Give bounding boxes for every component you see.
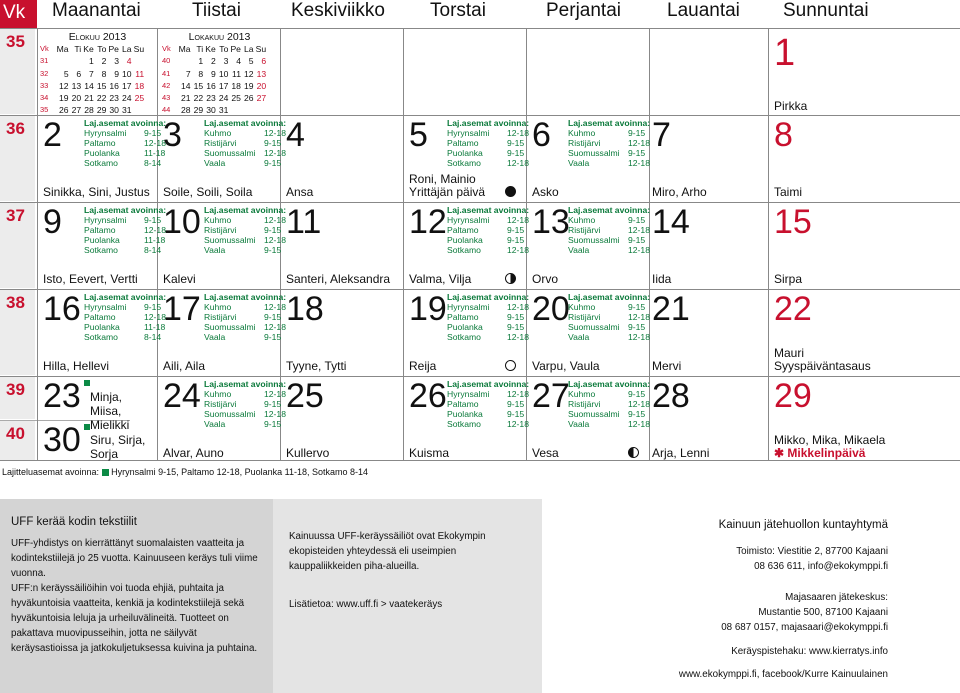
last-quarter-moon-icon [628, 447, 639, 458]
week-number: 37 [0, 202, 35, 288]
nameday: Miro, Arho [652, 185, 707, 199]
day-header-tuesday: Tiistai [192, 0, 241, 21]
route-schedule: Laj.asemat avoinna: Kuhmo 12-18 Ristijärvi 9-15 Suomussalmi 12-18 Vaala 9-15 [204, 379, 287, 430]
contact-panel [542, 499, 960, 693]
route-schedule: Laj.asemat avoinna: Kuhmo 9-15 Ristijärvi 12-18 Suomussalmi 9-15 Vaala 12-18 [568, 379, 651, 430]
nameday: Aili, Aila [163, 359, 206, 373]
nameday: Sirpa [774, 272, 803, 286]
nameday: Kuisma [409, 446, 450, 460]
mini-calendar-title: Lokakuu 2013 [188, 31, 251, 43]
day-number: 9 [43, 203, 62, 241]
route-schedule: Laj.asemat avoinna: Kuhmo 12-18 Ristijärvi 9-15 Suomussalmi 12-18 Vaala 9-15 [204, 292, 287, 343]
special-day: ✱ Mikkelinpäivä [774, 446, 866, 460]
week-number: 39 [0, 376, 35, 419]
route-schedule: Laj.asemat avoinna: Kuhmo 12-18 Ristijärvi 9-15 Suomussalmi 12-18 Vaala 9-15 [204, 118, 287, 169]
day-header-saturday: Lauantai [667, 0, 740, 21]
nameday: Tyyne, Tytti [286, 359, 347, 373]
nameday: Orvo [532, 272, 559, 286]
route-schedule: Laj.asemat avoinna: Hyrynsalmi 9-15 Paltamo 12-18 Puolanka 11-18 Sotkamo 8-14 [84, 118, 167, 169]
day-number: 29 [774, 377, 812, 415]
mini-calendar-grid: Vk Ma Ti Ke To Pe La Su 31 1 2 3 4 32 5 6 7 8 9 10 11 33 12 13 14 15 16 17 18 34 19 20 21 22 23 24 25 35 26 27 28 29 30 31 [40, 44, 145, 116]
nameday: Mikko, Mika, Mikaela [774, 433, 886, 447]
contact-line: Keräyspistehaku: www.kierratys.info [731, 646, 888, 657]
nameday: Alvar, Auno [163, 446, 224, 460]
nameday: Mervi [652, 359, 682, 373]
nameday: Kalevi [163, 272, 196, 286]
route-schedule: Laj.asemat avoinna: Kuhmo 9-15 Ristijärvi 12-18 Suomussalmi 9-15 Vaala 12-18 [568, 292, 651, 343]
route-schedule: Laj.asemat avoinna: Hyrynsalmi 12-18 Paltamo 9-15 Puolanka 9-15 Sotkamo 12-18 [447, 205, 530, 256]
nameday: Taimi [774, 185, 803, 199]
contact-line: Mustantie 500, 87100 Kajaani [758, 607, 888, 618]
nameday: Pirkka [774, 99, 808, 113]
day-number: 14 [652, 203, 690, 241]
nameday: Varpu, Vaula [532, 359, 600, 373]
nameday: Hilla, Hellevi [43, 359, 110, 373]
day-number: 6 [532, 116, 551, 154]
day-number: 5 [409, 116, 428, 154]
nameday: Soile, Soili, Soila [163, 185, 253, 199]
week-number: 38 [0, 289, 35, 375]
day-header-sunday: Sunnuntai [783, 0, 869, 21]
nameday: Asko [532, 185, 559, 199]
new-moon-icon [505, 186, 516, 197]
day-number: 20 [532, 290, 570, 328]
flag-day: Yrittäjän päivä [409, 185, 486, 199]
route-schedule: Laj.asemat avoinna: Kuhmo 12-18 Ristijärvi 9-15 Suomussalmi 12-18 Vaala 9-15 [204, 205, 287, 256]
week-number: 36 [0, 115, 35, 201]
route-schedule: Laj.asemat avoinna: Kuhmo 9-15 Ristijärvi 12-18 Suomussalmi 9-15 Vaala 12-18 [568, 118, 651, 169]
star-icon: ✱ [774, 446, 788, 460]
panel-title: UFF kerää kodin tekstiilit [11, 516, 137, 528]
route-schedule: Laj.asemat avoinna: Hyrynsalmi 12-18 Paltamo 9-15 Puolanka 9-15 Sotkamo 12-18 [447, 379, 530, 430]
route-schedule: Laj.asemat avoinna: Hyrynsalmi 9-15 Paltamo 12-18 Puolanka 11-18 Sotkamo 8-14 [84, 205, 167, 256]
route-marker-icon [102, 469, 109, 476]
day-number: 18 [286, 290, 324, 328]
day-header-thursday: Torstai [430, 0, 486, 21]
day-number: 26 [409, 377, 447, 415]
contact-line: Toimisto: Viestitie 2, 87700 Kajaani [736, 546, 888, 557]
mini-calendar-title: Elokuu 2013 [68, 31, 127, 43]
route-marker-icon [84, 380, 90, 386]
day-number: 24 [163, 377, 201, 415]
nameday: Ansa [286, 185, 314, 199]
week-column-header: Vk [0, 0, 37, 28]
nameday: Kullervo [286, 446, 330, 460]
day-number: 10 [163, 203, 201, 241]
special-day: Syyspäiväntasaus [774, 359, 871, 373]
nameday: Iida [652, 272, 672, 286]
week-number: 35 [0, 28, 35, 114]
nameday: Santeri, Aleksandra [286, 272, 391, 286]
route-marker-icon [84, 424, 90, 430]
uff-info-panel [0, 499, 273, 693]
day-number: 2 [43, 116, 62, 154]
route-schedule: Laj.asemat avoinna: Hyrynsalmi 12-18 Paltamo 9-15 Puolanka 9-15 Sotkamo 12-18 [447, 118, 530, 169]
day-number: 15 [774, 203, 812, 241]
legend: Lajitteluasemat avoinna: Hyrynsalmi 9-15, Paltamo 12-18, Puolanka 11-18, Sotkamo 8-14 [2, 467, 369, 477]
contact-line: 08 687 0157, majasaari@ekokymppi.fi [721, 622, 888, 633]
nameday: Roni, Mainio [409, 172, 476, 186]
day-header-wednesday: Keskiviikko [291, 0, 385, 21]
panel-link-text: Lisätietoa: www.uff.fi > vaatekeräys [289, 599, 443, 610]
panel-paragraph: UFF:n keräyssäiliöihin voi tuoda ehjiä, puhtaita ja hyväkuntoisia vaatteita, kenkiä ja kodintekstiilejä sekä hyväkuntoisia leluja ja urheiluvälineitä. Tuotteet on pakattava muovipusseihin, jotta ne säilyvät keräysastioissa ja jatkokuljetuksessa kuivina ja puhtaina. [11, 583, 258, 654]
day-header-monday: Maanantai [52, 0, 141, 21]
day-number: 3 [163, 116, 182, 154]
day-number: 21 [652, 290, 690, 328]
nameday: Reija [409, 359, 437, 373]
mini-calendar-october [162, 31, 277, 117]
full-moon-icon [505, 360, 516, 371]
nameday: Siru, Sirja, Sorja [90, 433, 146, 461]
contact-line: Majasaaren jätekeskus: [785, 592, 888, 603]
mini-calendar-grid: Vk Ma Ti Ke To Pe La Su 40 1 2 3 4 5 6 41 7 8 9 10 11 12 13 42 14 15 16 17 18 19 20 43 21 22 23 24 25 26 27 44 28 29 30 31 [162, 44, 267, 116]
day-number: 7 [652, 116, 671, 154]
nameday: Vesa [532, 446, 559, 460]
day-number: 27 [532, 377, 570, 415]
nameday: Valma, Vilja [409, 272, 472, 286]
panel-title: Kainuun jätehuollon kuntayhtymä [718, 519, 888, 531]
route-schedule: Laj.asemat avoinna: Kuhmo 9-15 Ristijärvi 12-18 Suomussalmi 9-15 Vaala 12-18 [568, 205, 651, 256]
day-number: 8 [774, 116, 793, 154]
uff-location-panel [273, 499, 542, 693]
panel-paragraph: UFF-yhdistys on kierrättänyt suomalaisten vaatteita ja kodintekstiilejä jo 25 vuotta. Kainuuseen keräys tuli viime vuonna. [11, 538, 258, 579]
day-number: 19 [409, 290, 447, 328]
day-number: 28 [652, 377, 690, 415]
route-schedule: Laj.asemat avoinna: Hyrynsalmi 12-18 Paltamo 9-15 Puolanka 9-15 Sotkamo 12-18 [447, 292, 530, 343]
contact-line: www.ekokymppi.fi, facebook/Kurre Kainuulainen [678, 669, 888, 680]
day-number: 23 [43, 377, 81, 415]
mini-calendar-august [40, 31, 155, 117]
day-number: 4 [286, 116, 305, 154]
day-number: 12 [409, 203, 447, 241]
day-header-friday: Perjantai [546, 0, 621, 21]
panel-paragraph: Kainuussa UFF-keräyssäiliöt ovat Ekokympin ekopisteiden yhteydessä eli useimpien kauppaliikkeiden piha-alueilla. [289, 531, 486, 572]
nameday: Isto, Eevert, Vertti [43, 272, 138, 286]
day-number: 16 [43, 290, 81, 328]
nameday: Arja, Lenni [652, 446, 710, 460]
nameday: Minja, Miisa, Mielikki [90, 390, 130, 432]
day-number: 17 [163, 290, 201, 328]
day-number: 13 [532, 203, 570, 241]
nameday: Sinikka, Sini, Justus [43, 185, 150, 199]
route-schedule: Laj.asemat avoinna: Hyrynsalmi 9-15 Paltamo 12-18 Puolanka 11-18 Sotkamo 8-14 [84, 292, 167, 343]
contact-line: 08 636 611, info@ekokymppi.fi [754, 561, 888, 572]
first-quarter-moon-icon [505, 273, 516, 284]
nameday: Mauri [774, 346, 805, 360]
day-number: 22 [774, 290, 812, 328]
day-number: 11 [286, 203, 322, 241]
day-number: 25 [286, 377, 324, 415]
day-number: 1 [774, 32, 796, 74]
day-number: 30 [43, 421, 81, 459]
week-number: 40 [0, 420, 35, 460]
